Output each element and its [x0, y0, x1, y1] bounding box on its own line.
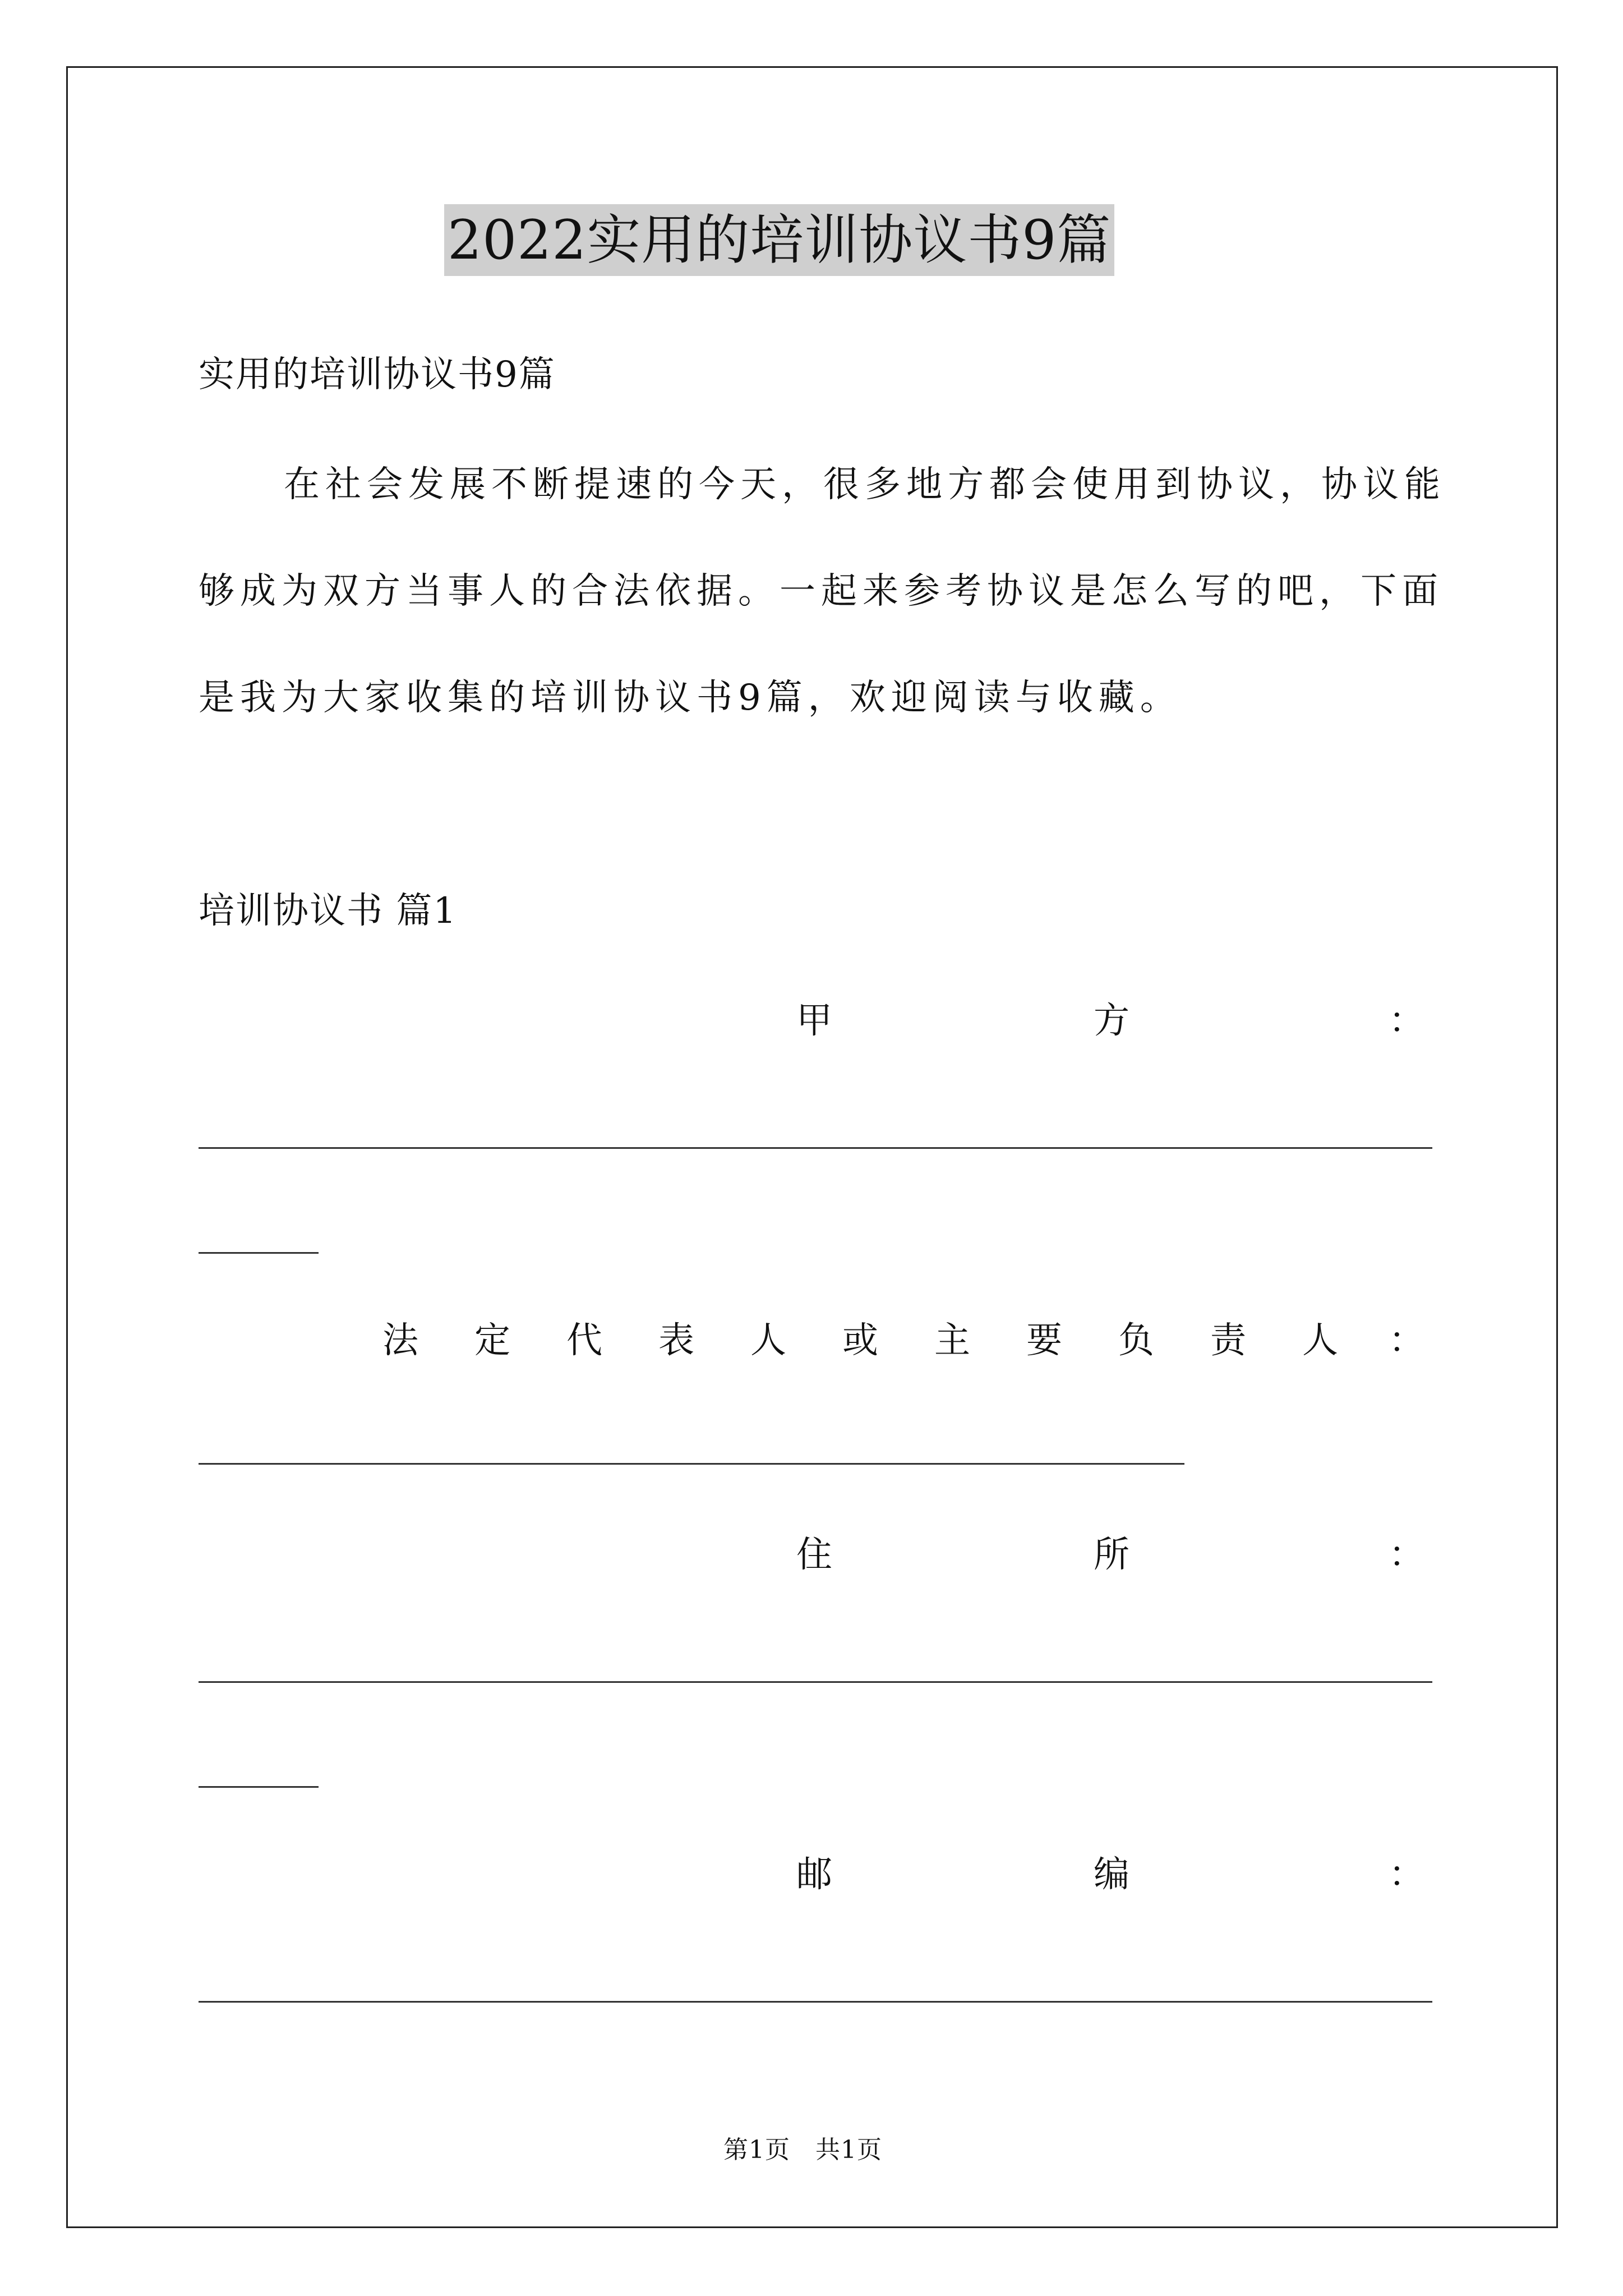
legal-rep-char-2: 定 — [474, 1320, 510, 1361]
postcode-char-1: 邮 — [796, 1854, 832, 1895]
legal-rep-char-5: 人 — [750, 1320, 786, 1361]
postcode-colon: ： — [1389, 1854, 1424, 1895]
legal-rep-char-8: 要 — [1026, 1320, 1062, 1361]
intro-paragraph-line-2: 够成为双方当事人的合法依据。一起来参考协议是怎么写的吧，下面 — [199, 570, 1444, 612]
party-a-char-2: 方 — [1094, 1000, 1129, 1042]
legal-rep-char-4: 表 — [658, 1320, 694, 1361]
address-colon: ： — [1389, 1534, 1424, 1576]
legal-rep-char-7: 主 — [934, 1320, 970, 1361]
legal-rep-char-10: 责 — [1210, 1320, 1246, 1361]
party-a-char-1: 甲 — [796, 1000, 832, 1042]
party-a-fill-line — [199, 1147, 1432, 1149]
intro-paragraph-line-1: 在社会发展不断提速的今天，很多地方都会使用到协议，协议能 — [284, 464, 1446, 505]
legal-rep-char-3: 代 — [566, 1320, 602, 1361]
address-char-1: 住 — [796, 1534, 832, 1576]
party-a-label — [0, 999, 1623, 1043]
legal-rep-char-1: 法 — [382, 1320, 418, 1361]
document-subtitle: 实用的培训协议书9篇 — [199, 354, 556, 395]
page-number-footer: 第1页 共1页 — [723, 2136, 882, 2164]
address-char-2: 所 — [1094, 1534, 1129, 1576]
address-fill-line — [199, 1681, 1432, 1683]
legal-rep-char-9: 负 — [1118, 1320, 1154, 1361]
party-a-fill-line-continued — [199, 1252, 319, 1254]
legal-rep-colon: ： — [1389, 1320, 1424, 1361]
legal-representative-fill-line — [199, 1463, 1184, 1465]
postcode-char-2: 编 — [1094, 1854, 1129, 1895]
party-a-colon: ： — [1389, 1000, 1424, 1042]
intro-paragraph-line-3: 是我为大家收集的培训协议书9篇，欢迎阅读与收藏。 — [199, 677, 1182, 719]
document-title: 2022实用的培训协议书9篇 — [444, 204, 1114, 276]
section-heading: 培训协议书 篇1 — [199, 890, 458, 932]
address-fill-line-continued — [199, 1786, 319, 1788]
legal-rep-char-11: 人 — [1302, 1320, 1338, 1361]
address-label — [0, 1533, 1623, 1577]
postcode-label — [0, 1852, 1623, 1897]
legal-rep-char-6: 或 — [842, 1320, 878, 1361]
postcode-fill-line — [199, 2001, 1432, 2003]
legal-representative-label — [0, 1318, 1623, 1363]
